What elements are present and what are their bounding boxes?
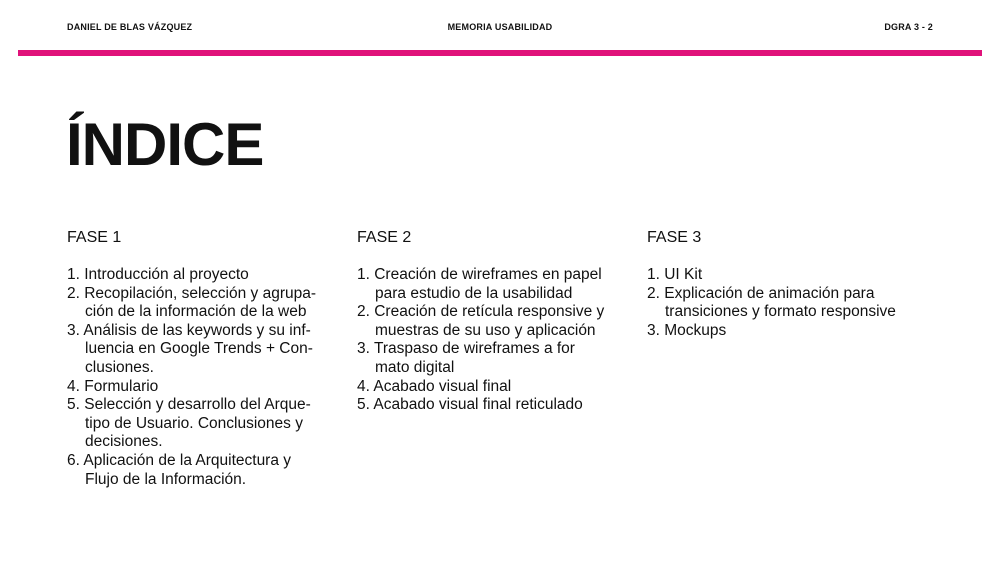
document-code: DGRA 3 - 2 (884, 22, 933, 32)
page-title: ÍNDICE (66, 111, 264, 178)
list-item: 1. Introducción al proyecto (67, 266, 249, 283)
phase-2-column (357, 228, 647, 415)
phase-1-list (67, 266, 357, 489)
phase-3-heading: FASE 3 (647, 229, 702, 246)
list-item: 4. Acabado visual final (357, 377, 512, 395)
document-title: MEMORIA USABILIDAD (447, 22, 553, 32)
phase-2-heading: FASE 2 (357, 229, 412, 246)
phase-3-column (647, 228, 947, 340)
list-item: 5. Selección y desarrollo del Arque- tipo de Usuario. Conclusiones y decisiones. (67, 396, 311, 451)
list-item: 2. Explicación de animación para transiciones y formato responsive (647, 284, 896, 321)
list-item: 1. UI Kit (647, 266, 703, 283)
header-divider (18, 50, 982, 56)
list-item: 3. Traspaso de wireframes a for mato digital (357, 340, 575, 376)
list-item: 2. Recopilación, selección y agrupa- ción de la información de la web (67, 284, 316, 321)
list-item: 4. Formulario (67, 377, 159, 395)
list-item: 6. Aplicación de la Arquitectura y Flujo de la Información. (67, 451, 292, 488)
phase-1-column (67, 228, 357, 489)
list-item: 2. Creación de retícula responsive y muestras de su uso y aplicación (357, 303, 605, 339)
list-item: 5. Acabado visual final reticulado (357, 396, 583, 414)
phase-2-list (357, 266, 647, 415)
author-name: DANIEL DE BLAS VÁZQUEZ (67, 22, 193, 32)
list-item: 3. Mockups (647, 321, 727, 339)
phase-3-list (647, 266, 947, 340)
page-header (67, 22, 933, 36)
list-item: 3. Análisis de las keywords y su inf- luencia en Google Trends + Con- clusiones. (67, 321, 313, 376)
phase-1-heading: FASE 1 (67, 229, 122, 246)
list-item: 1. Creación de wireframes en papel para estudio de la usabilidad (357, 266, 602, 302)
